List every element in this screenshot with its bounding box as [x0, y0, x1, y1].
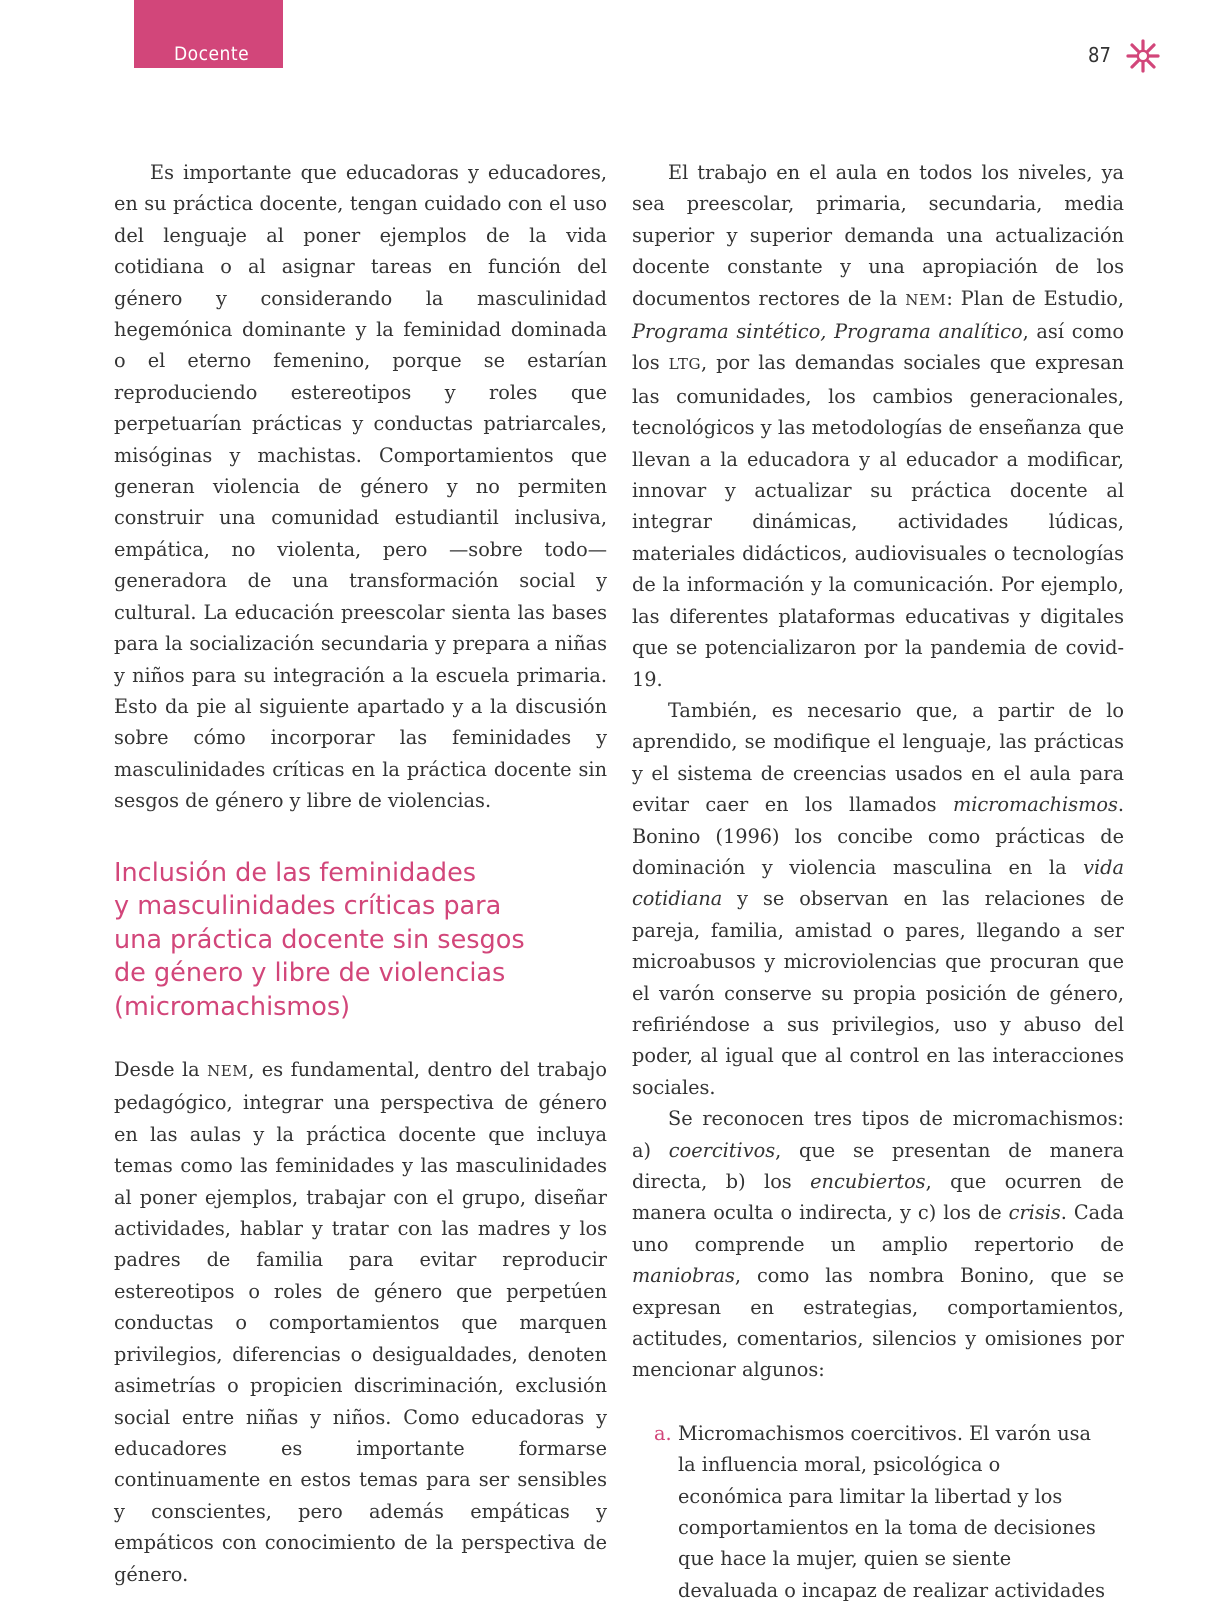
text-run: , como las nombra Bonino, que se expresan en estrategias, comportamientos, actitudes, comentarios, silencios y omisiones por mencionar algunos: [632, 1264, 1124, 1382]
page-number: 87 [1088, 43, 1111, 67]
body-paragraph [632, 1103, 1124, 1386]
list-item [632, 1418, 1124, 1606]
abbreviation: LTG [668, 355, 701, 374]
section-tab [134, 0, 283, 68]
text-run: : Plan de Estudio, [946, 286, 1124, 310]
text-run: y se observan en las relaciones de pareja, familia, amistad o pares, llegando a ser microabusos y microviolencias que procuran que el varón conserve su propia posición de género, refiriéndose a sus privilegios, uso y abuso del poder, al igual que al control en las interacciones sociales. [632, 887, 1124, 1099]
right-column [632, 157, 1124, 1606]
section-heading [114, 857, 607, 1025]
list-item-text: Micromachismos coercitivos. El varón usa la influencia moral, psicológica o económica para limitar la libertad y los comportamientos en la toma de decisiones que hace la mujer, quien se siente devaluada o incapaz de realizar actividades [678, 1421, 1106, 1602]
italic-text: micromachismos [952, 793, 1118, 817]
text-run: , por las demandas sociales que expresan las comunidades, los cambios generacionales, tecnológicos y las metodologías de enseñanza que llevan a la educadora y al educador a modificar, innovar y actualizar su práctica docente al integrar dinámicas, actividades lúdicas, materiales didácticos, audiovisuales o tecnologías de la información y la comunicación. Por ejemplo, las diferentes plataformas educativas y digitales que se potencializaron por la pandemia de covid-19. [632, 351, 1124, 691]
text-run: . Cada uno comprende un amplio repertorio de [632, 1201, 1124, 1256]
text-run: El trabajo en el aula en todos los niveles, ya sea preescolar, primaria, secundaria, media superior y superior demanda una actualización docente constante y una apropiación de los documentos rectores de la [632, 161, 1124, 310]
section-label: Docente [174, 43, 250, 65]
heading-line: una práctica docente sin sesgos [114, 924, 525, 955]
text-run: Desde la [114, 1058, 208, 1082]
italic-text: crisis [1008, 1201, 1061, 1225]
heading-line: y masculinidades críticas para [114, 891, 502, 922]
left-column [114, 157, 607, 1590]
list-marker: a. [654, 1421, 672, 1445]
body-paragraph [632, 695, 1124, 1103]
text-run: , es fundamental, dentro del trabajo pedagógico, integrar una perspectiva de género en las aulas y la práctica docente que incluya temas como las feminidades y las masculinidades al poner ejemplos, trabajar con el grupo, diseñar actividades, hablar y tratar con las madres y los padres de familia para evitar reproducir estereotipos o roles de género que perpetúen conductas o comportamientos que marquen privilegios, diferencias o desigualdades, denoten asimetrías o propicien discriminación, exclusión social entre niñas y niños. Como educadoras y educadores es importante formarse continuamente en estos temas para ser sensibles y conscientes, pero además empáticas y empáticos con conocimiento de la perspectiva de género. [114, 1058, 607, 1586]
text-run: , así como los [632, 320, 1124, 375]
abbreviation: NEM [905, 290, 947, 309]
body-paragraph [114, 1054, 607, 1590]
text-run: Se reconocen tres tipos de micromachismos: a) [632, 1107, 1124, 1162]
italic-text: encubiertos [810, 1170, 926, 1193]
micromachismos-list [632, 1418, 1124, 1606]
text-run: , que ocurren de manera oculta o indirecta, y c) los de [632, 1170, 1125, 1225]
text-run: . Bonino (1996) los concibe como prácticas de dominación y violencia masculina en la [632, 793, 1124, 879]
italic-text: coercitivos [668, 1138, 776, 1162]
heading-line: (micromachismos) [114, 991, 351, 1022]
heading-line: Inclusión de las feminidades [114, 857, 477, 888]
body-paragraph: Es importante que educadoras y educadores, en su práctica docente, tengan cuidado con el uso del lenguaje al poner ejemplos de la vida cotidiana o al asignar tareas en función del género y considerando la masculinidad hegemónica dominante y la feminidad dominada o el eterno femenino, porque se estarían reproduciendo estereotipos y roles que perpetuarían prácticas y conductas patriarcales, misóginas y machistas. Comportamientos que generan violencia de género y no permiten construir una comunidad estudiantil inclusiva, empática, no violenta, pero —sobre todo— generadora de una transformación social y cultural. La educación preescolar sienta las bases para la socialización secundaria y prepara a niñas y niños para su integración a la escuela primaria. Esto da pie al siguiente apartado y a la discusión sobre cómo incorporar las feminidades y masculinidades críticas en la práctica docente sin sesgos de género y libre de violencias. [114, 161, 607, 813]
italic-text: vida cotidiana [632, 855, 1124, 911]
italic-text: Programa sintético, Programa analítico [632, 320, 1023, 344]
abbreviation: NEM [207, 1062, 249, 1081]
text-run: También, es necesario que, a partir de lo aprendido, se modifique el lenguaje, las prácticas y el sistema de creencias usados en el aula para evitar caer en los llamados [632, 698, 1124, 817]
heading-line: de género y libre de violencias [114, 958, 506, 989]
asterisk-star-icon [1125, 38, 1161, 74]
italic-text: maniobras [632, 1264, 735, 1288]
body-paragraph [632, 157, 1124, 695]
text-run: , que se presentan de manera directa, b) los [632, 1138, 1124, 1193]
